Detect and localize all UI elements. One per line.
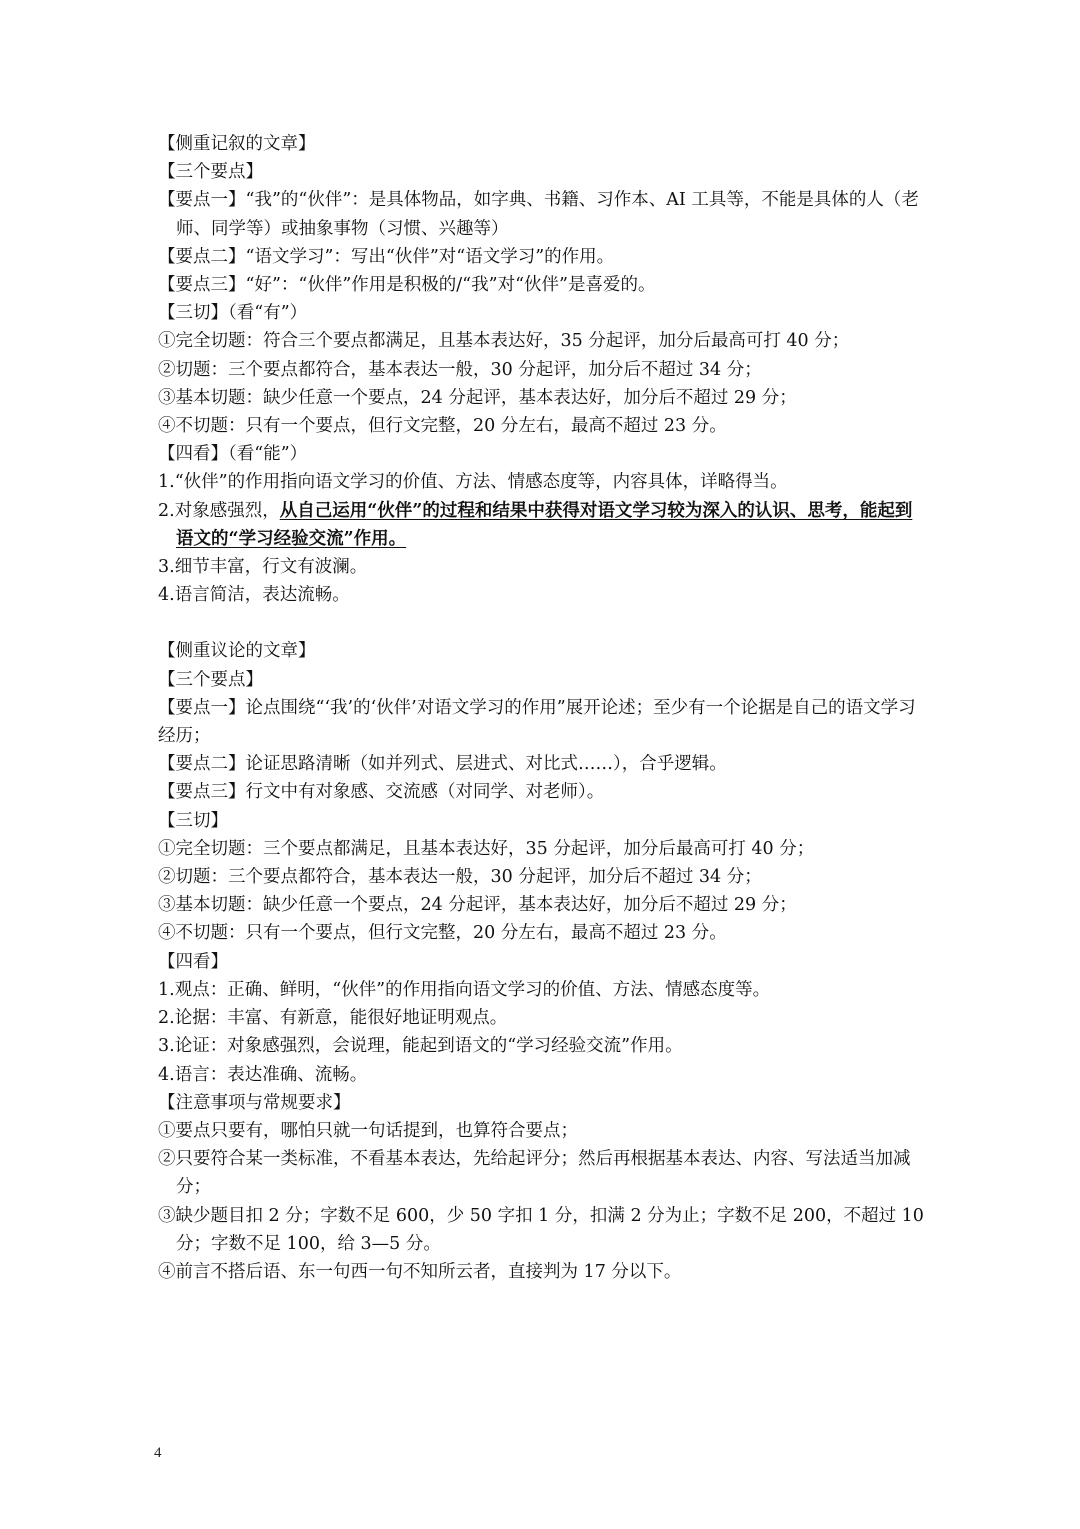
qie-item: ②切题：三个要点都符合，基本表达一般，30 分起评，加分后不超过 34 分； — [158, 867, 762, 888]
note-item: ④前言不搭后语、东一句西一句不知所云者，直接判为 17 分以下。 — [158, 1261, 682, 1282]
argument-section — [158, 637, 928, 1286]
qie-item: ①完全切题：三个要点都满足，且基本表达好，35 分起评，加分后最高可打 40 分； — [158, 838, 815, 859]
qie-item: ③基本切题：缺少任意一个要点，24 分起评，基本表达好，加分后不超过 29 分； — [158, 895, 797, 916]
kan-item: 1.观点：正确、鲜明，“伙伴”的作用指向语文学习的价值、方法、情感态度等。 — [158, 979, 771, 1000]
kan-item: 4.语言：表达准确、流畅。 — [158, 1064, 368, 1085]
qie-title: 【三切】（看“有”） — [158, 303, 308, 324]
three-points-title: 【三个要点】 — [158, 162, 263, 183]
qie-item: ④不切题：只有一个要点，但行文完整，20 分左右，最高不超过 23 分。 — [158, 923, 727, 944]
qie-title: 【三切】 — [158, 810, 228, 831]
point-three: 【要点三】“好”：“伙伴”作用是积极的/“我”对“伙伴”是喜爱的。 — [158, 275, 656, 296]
kan-title: 【四看】 — [158, 951, 228, 972]
kan-item: 1.“伙伴”的作用指向语文学习的价值、方法、情感态度等，内容具体，详略得当。 — [158, 472, 788, 493]
section-heading: 【侧重议论的文章】 — [158, 641, 316, 662]
document-page — [158, 130, 928, 1286]
kan-title: 【四看】（看“能”） — [158, 444, 308, 465]
note-item: ①要点只要有，哪怕只就一句话提到，也算符合要点； — [158, 1120, 578, 1141]
point-one: 【要点一】论点围绕“‘我’的‘伙伴’对语文学习的作用”展开论述；至少有一个论据是自己的语文学习经历； — [158, 697, 916, 747]
notes-title: 【注意事项与常规要求】 — [158, 1092, 351, 1113]
kan-item: 3.论证：对象感强烈，会说理，能起到语文的“学习经验交流”作用。 — [158, 1036, 683, 1057]
kan-item-emphasis — [158, 497, 928, 553]
narrative-section — [158, 130, 928, 609]
point-one: 【要点一】“我”的“伙伴”：是具体物品，如字典、书籍、习作本、AI 工具等，不能是具体的人（老师、同学等）或抽象事物（习惯、兴趣等） — [158, 190, 919, 239]
section-heading: 【侧重记叙的文章】 — [158, 134, 316, 154]
kan-item: 4.语言简洁，表达流畅。 — [158, 585, 350, 606]
kan-item-prefix: 2.对象感强烈， — [158, 500, 280, 521]
note-item: ③缺少题目扣 2 分；字数不足 600，少 50 字扣 1 分，扣满 2 分为止；字数不足 200，不超过 10 分；字数不足 100，给 3—5 分。 — [158, 1205, 924, 1254]
three-points-title: 【三个要点】 — [158, 669, 263, 690]
qie-item: ①完全切题：符合三个要点都满足，且基本表达好，35 分起评，加分后最高可打 40 分； — [158, 331, 850, 352]
qie-item: ③基本切题：缺少任意一个要点，24 分起评，基本表达好，加分后不超过 29 分； — [158, 387, 797, 408]
qie-item: ④不切题：只有一个要点，但行文完整，20 分左右，最高不超过 23 分。 — [158, 416, 727, 437]
qie-item: ②切题：三个要点都符合，基本表达一般，30 分起评，加分后不超过 34 分； — [158, 359, 762, 380]
point-three: 【要点三】行文中有对象感、交流感（对同学、对老师）。 — [158, 782, 605, 803]
kan-item-emphasized-text: 从自己运用“伙伴”的过程和结果中获得对语文学习较为深入的认识、思考，能起到语文的“学习经验交流”作用。 — [176, 500, 913, 549]
kan-item: 2.论据：丰富、有新意，能很好地证明观点。 — [158, 1008, 508, 1029]
note-item: ②只要符合某一类标准，不看基本表达，先给起评分；然后再根据基本表达、内容、写法适当加减分； — [158, 1149, 911, 1198]
point-two: 【要点二】“语文学习”：写出“伙伴”对“语文学习”的作用。 — [158, 246, 615, 267]
point-two: 【要点二】论证思路清晰（如并列式、层进式、对比式……），合乎逻辑。 — [158, 754, 727, 775]
kan-item: 3.细节丰富，行文有波澜。 — [158, 557, 368, 578]
page-number: 4 — [154, 1445, 162, 1461]
